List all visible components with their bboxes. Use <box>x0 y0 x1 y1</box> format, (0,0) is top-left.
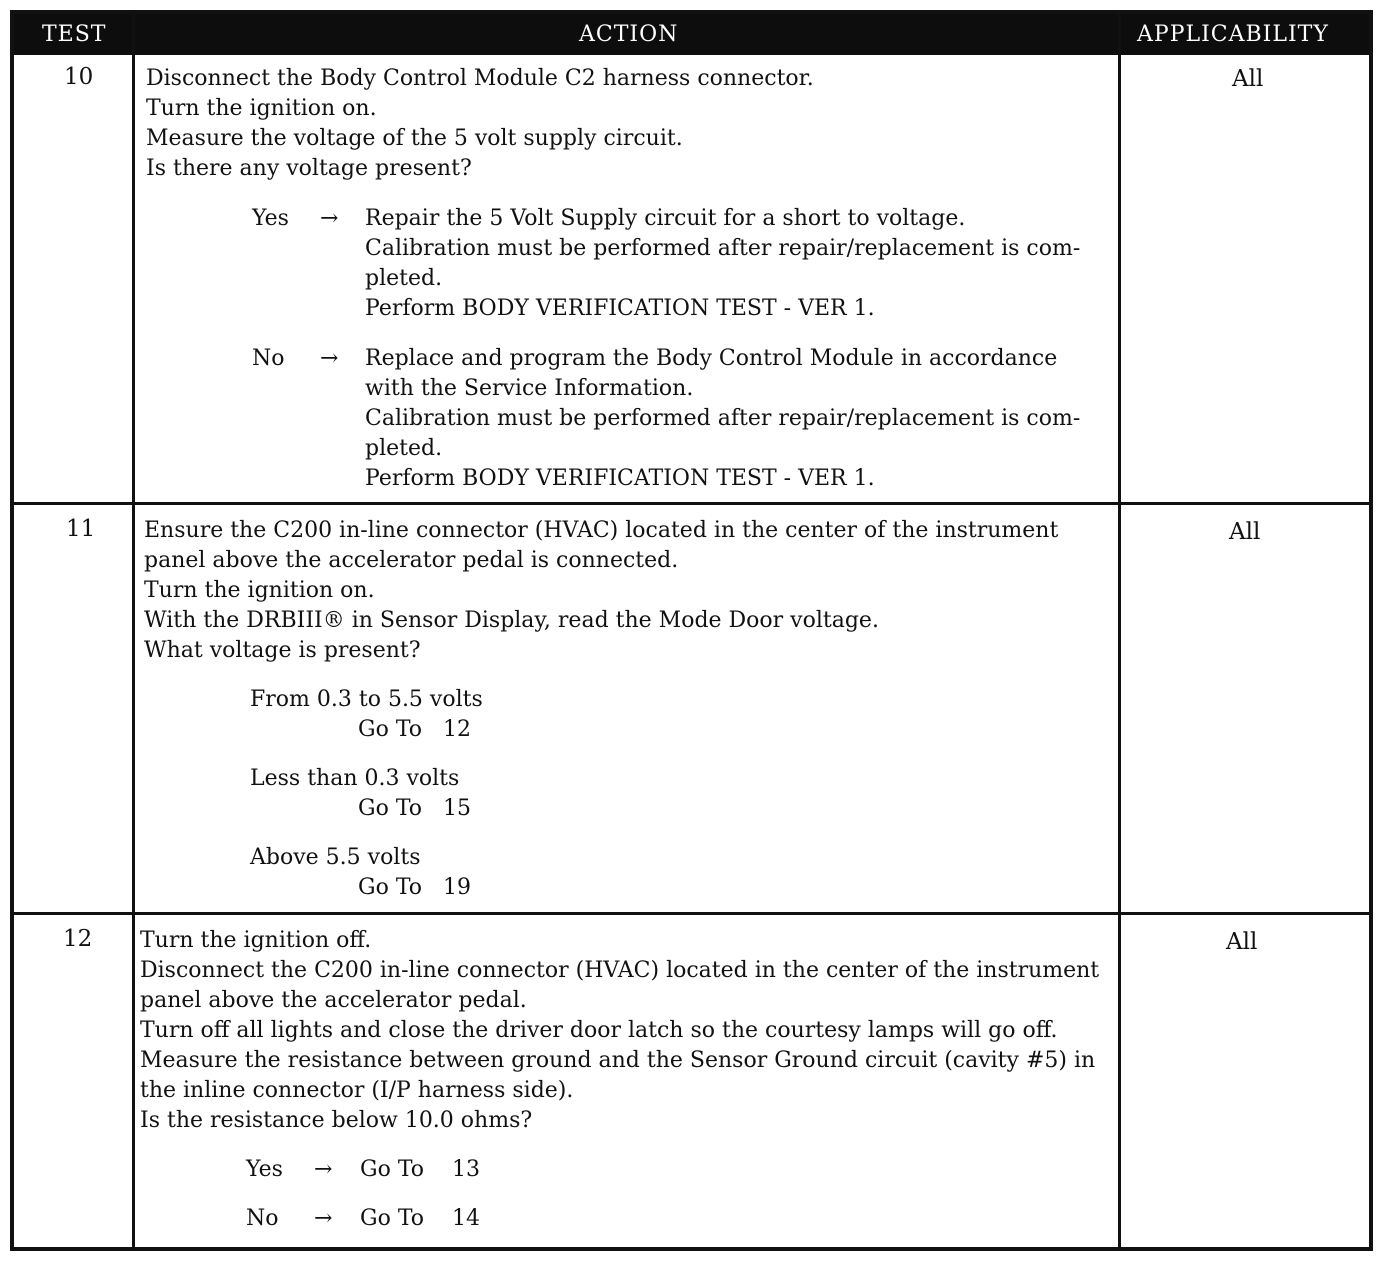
yes-outcome <box>246 1155 646 1185</box>
goto-label: Go To <box>358 796 423 821</box>
goto-target: 14 <box>452 1206 480 1231</box>
no-outcome <box>246 1204 646 1234</box>
goto-label: Go To <box>358 717 423 742</box>
voltage-option <box>250 685 650 745</box>
outcome-line: Repair the 5 Volt Supply circuit for a short to voltage. <box>365 206 966 231</box>
option-condition: From 0.3 to 5.5 volts <box>250 687 483 712</box>
row-divider <box>14 912 1369 915</box>
option-goto <box>250 794 650 824</box>
no-outcome <box>252 344 1122 494</box>
test-number: 10 <box>64 64 94 90</box>
voltage-option <box>250 764 650 824</box>
action-step: Measure the voltage of the 5 volt supply circuit. <box>146 126 683 151</box>
outcome-line: Perform BODY VERIFICATION TEST - VER 1. <box>365 296 875 321</box>
outcome-line: pleted. <box>365 436 443 461</box>
goto-target: 12 <box>443 717 472 742</box>
column-divider-left <box>132 14 135 1247</box>
action-step: Is there any voltage present? <box>146 156 472 181</box>
test-number: 11 <box>66 516 96 542</box>
action-step: the inline connector (I/P harness side). <box>140 1078 574 1103</box>
applicability-value: All <box>1232 66 1264 92</box>
outcome-line: Perform BODY VERIFICATION TEST - VER 1. <box>365 466 875 491</box>
option-condition: Less than 0.3 volts <box>250 766 460 791</box>
outcome-line: with the Service Information. <box>365 376 694 401</box>
arrow-icon: → <box>314 1157 333 1182</box>
action-step: What voltage is present? <box>144 638 421 663</box>
option-condition: Above 5.5 volts <box>250 845 421 870</box>
applicability-value: All <box>1229 519 1261 545</box>
action-step: With the DRBIII® in Sensor Display, read the Mode Door voltage. <box>144 608 879 633</box>
action-step: Is the resistance below 10.0 ohms? <box>140 1108 533 1133</box>
no-label: No <box>252 346 285 371</box>
action-step: panel above the accelerator pedal. <box>140 988 527 1013</box>
yes-label: Yes <box>246 1157 283 1182</box>
outcome-line: Calibration must be performed after repair/replacement is com- <box>365 236 1081 261</box>
action-step: Turn the ignition on. <box>144 578 375 603</box>
yes-outcome <box>252 204 1122 324</box>
outcome-line: Calibration must be performed after repair/replacement is com- <box>365 406 1081 431</box>
action-step: panel above the accelerator pedal is connected. <box>144 548 679 573</box>
action-steps <box>140 926 1115 1136</box>
header-applicability: APPLICABILITY <box>1137 22 1329 47</box>
test-table <box>10 10 1373 1251</box>
option-goto <box>250 873 650 903</box>
outcome-line: Replace and program the Body Control Module in accordance <box>365 346 1058 371</box>
action-step: Disconnect the Body Control Module C2 harness connector. <box>146 66 814 91</box>
goto-label: Go To <box>358 875 423 900</box>
goto-label: Go To <box>360 1157 425 1182</box>
arrow-icon: → <box>314 1206 333 1231</box>
header-test: TEST <box>42 22 107 47</box>
action-steps <box>144 516 1114 666</box>
action-step: Measure the resistance between ground and the Sensor Ground circuit (cavity #5) in <box>140 1048 1096 1073</box>
table-header <box>14 14 1369 55</box>
goto-target: 13 <box>452 1157 480 1182</box>
goto-target: 15 <box>443 796 472 821</box>
option-goto <box>250 715 650 745</box>
no-label: No <box>246 1206 279 1231</box>
applicability-value: All <box>1226 929 1258 955</box>
column-divider-right <box>1118 14 1121 1247</box>
outcome-line: pleted. <box>365 266 443 291</box>
action-steps <box>146 64 814 184</box>
voltage-option <box>250 843 650 903</box>
action-step: Turn the ignition on. <box>146 96 377 121</box>
action-step: Turn off all lights and close the driver door latch so the courtesy lamps will go off. <box>140 1018 1058 1043</box>
arrow-icon: → <box>320 206 339 231</box>
row-divider <box>14 502 1369 505</box>
yes-label: Yes <box>252 206 289 231</box>
test-number: 12 <box>63 926 93 952</box>
action-step: Disconnect the C200 in-line connector (HVAC) located in the center of the instrument <box>140 958 1100 983</box>
arrow-icon: → <box>320 346 339 371</box>
action-step: Ensure the C200 in-line connector (HVAC) located in the center of the instrument <box>144 518 1059 543</box>
header-action: ACTION <box>579 22 679 47</box>
goto-target: 19 <box>443 875 472 900</box>
action-step: Turn the ignition off. <box>140 928 372 953</box>
goto-label: Go To <box>360 1206 425 1231</box>
